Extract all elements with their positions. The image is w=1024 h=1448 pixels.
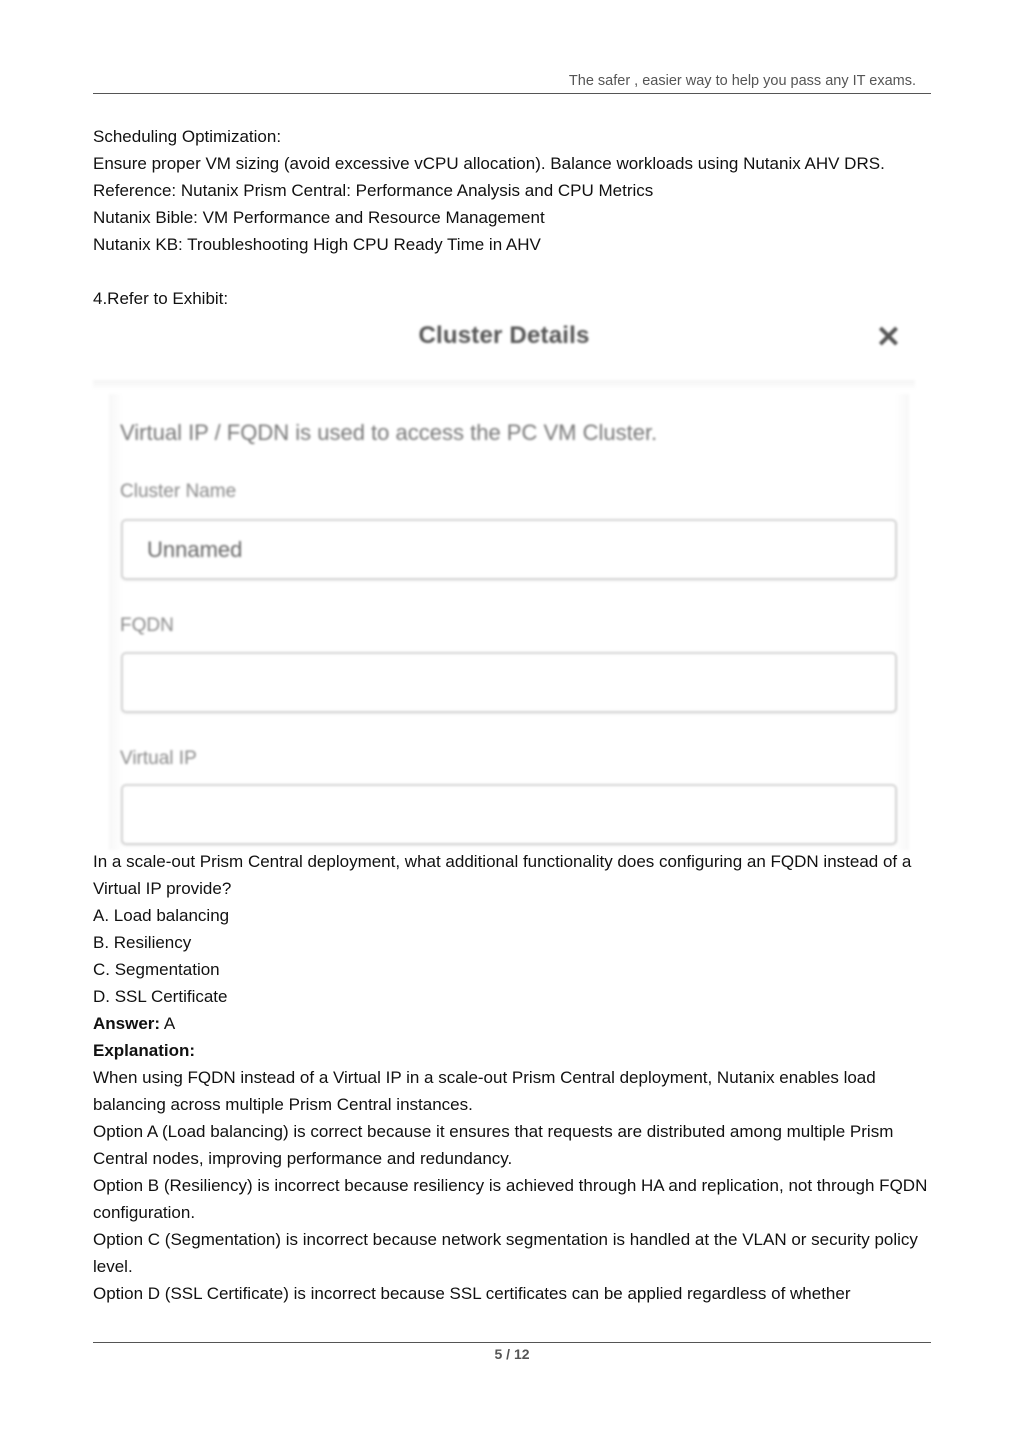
intro-line: Nutanix Bible: VM Performance and Resource Management [93,208,545,227]
dialog-title: Cluster Details [418,322,590,349]
exhibit-cluster-details-dialog [93,312,915,850]
close-icon: ✕ [875,321,901,354]
explanation-paragraph: Option D (SSL Certificate) is incorrect because SSL certificates can be applied regardless of whether [93,1284,851,1303]
fqdn-label: FQDN [120,615,174,636]
fqdn-field [121,652,897,713]
virtual-ip-label: Virtual IP [120,748,197,769]
answer-line [93,1010,938,1037]
intro-section [93,123,938,312]
cluster-name-label: Cluster Name [120,481,237,502]
answer-option: D. SSL Certificate [93,987,228,1006]
virtual-ip-field [121,784,897,845]
header-rule [93,93,931,94]
question-intro: 4.Refer to Exhibit: [93,289,229,308]
page-header-tagline: The safer , easier way to help you pass any IT exams. [568,73,916,89]
dialog-description: Virtual IP / FQDN is used to access the PC VM Cluster. [120,420,658,445]
intro-line: Nutanix KB: Troubleshooting High CPU Ready Time in AHV [93,235,541,254]
dialog-divider [93,380,915,390]
intro-line: Ensure proper VM sizing (avoid excessive vCPU allocation). Balance workloads using Nutanix AHV DRS. [93,154,885,173]
cluster-name-field [121,519,897,580]
intro-line: Reference: Nutanix Prism Central: Performance Analysis and CPU Metrics [93,181,654,200]
answer-option: B. Resiliency [93,933,192,952]
cluster-name-value: Unnamed [147,537,243,562]
intro-line: Scheduling Optimization: [93,127,282,146]
question-section [93,848,938,1307]
footer-rule [93,1342,931,1343]
page-number: 5 / 12 [494,1346,530,1362]
explanation-label [93,1037,938,1064]
answer-option: A. Load balancing [93,906,230,925]
explanation-paragraph: Option C (Segmentation) is incorrect because network segmentation is handled at the VLAN or security policy level. [93,1230,918,1276]
answer-option: C. Segmentation [93,960,220,979]
dialog-body [109,394,909,850]
spacer [93,258,938,285]
answer-label: Answer: [93,1014,161,1033]
answer-value: A [160,1014,176,1033]
question-text: In a scale-out Prism Central deployment, what additional functionality does configuring an FQDN instead of a Virtual IP provide? [93,852,912,898]
explanation-heading: Explanation: [93,1041,196,1060]
explanation-paragraph: When using FQDN instead of a Virtual IP in a scale-out Prism Central deployment, Nutanix enables load balancing across multiple Prism Central instances. [93,1068,876,1114]
explanation-paragraph: Option B (Resiliency) is incorrect because resiliency is achieved through HA and replication, not through FQDN configuration. [93,1176,928,1222]
explanation-paragraph: Option A (Load balancing) is correct because it ensures that requests are distributed among multiple Prism Central nodes, improving performance and redundancy. [93,1122,894,1168]
